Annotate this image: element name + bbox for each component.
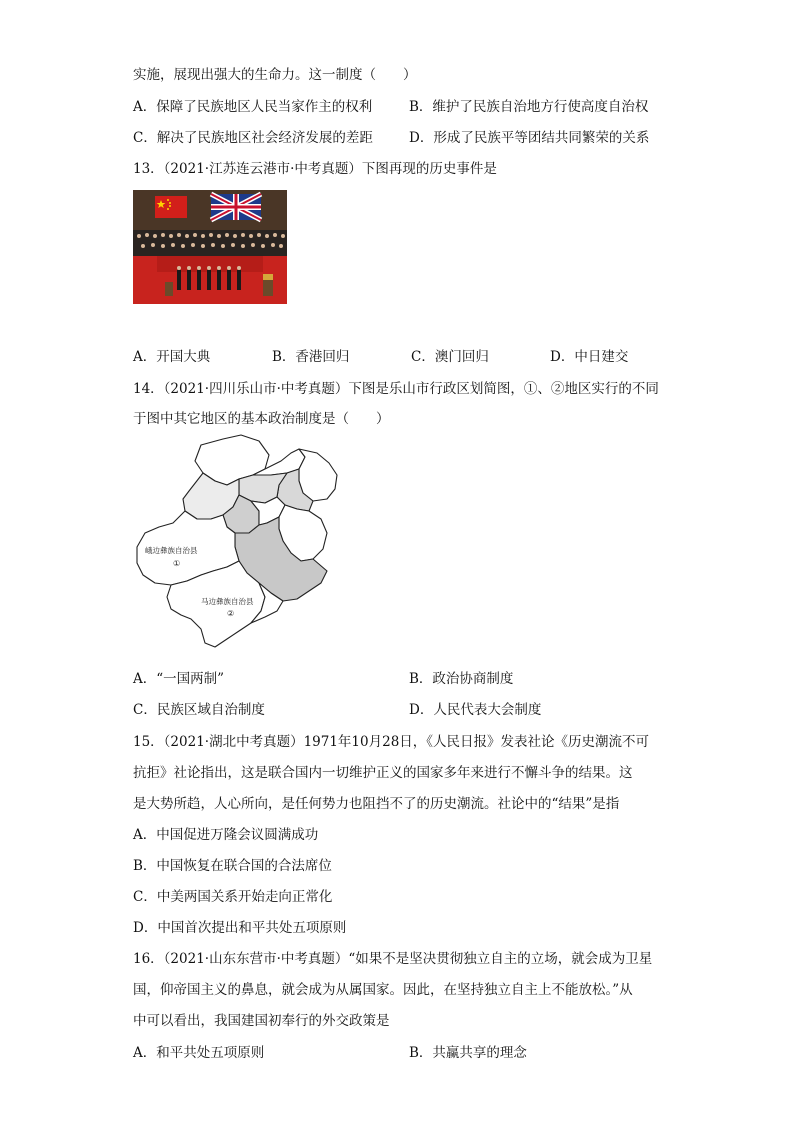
q16-stem-line2: 国，仰帝国主义的鼻息，就会成为从属国家。因此，在坚持独立自主上不能放松。”从 xyxy=(133,982,633,998)
q12-option-d: D．形成了民族平等团结共同繁荣的关系 xyxy=(409,130,650,146)
map-svg xyxy=(131,433,351,658)
q15-option-b: B．中国恢复在联合国的合法席位 xyxy=(133,858,332,874)
q16-option-a: A．和平共处五项原则 xyxy=(133,1045,265,1061)
q14-option-b: B．政治协商制度 xyxy=(409,671,514,687)
map-region-northeast xyxy=(299,449,337,501)
q13-options xyxy=(133,348,663,366)
q12-option-a: A．保障了民族地区人民当家作主的权利 xyxy=(133,99,373,115)
q14-stem-line2: 于图中其它地区的基本政治制度是（ ） xyxy=(133,411,390,427)
q13-stem: 13．（2021·江苏连云港市·中考真题）下图再现的历史事件是 xyxy=(133,161,497,177)
q14-stem-line1: 14．（2021·四川乐山市·中考真题）下图是乐山市行政区划简图，①、②地区实行的不同 xyxy=(133,381,659,397)
leshan-administrative-map xyxy=(131,433,351,658)
q16-stem-line3: 中可以看出，我国建国初奉行的外交政策是 xyxy=(133,1013,390,1029)
q12-stem-tail: 实施，展现出强大的生命力。这一制度（ ） xyxy=(133,67,417,83)
q15-option-a: A．中国促进万隆会议圆满成功 xyxy=(133,827,319,843)
map-label-ebian-num: ① xyxy=(173,559,181,568)
q13-option-c: C．澳门回归 xyxy=(411,349,489,365)
q14-option-d: D．人民代表大会制度 xyxy=(409,702,542,718)
q16-stem-line1: 16．（2021·山东东营市·中考真题）“如果不是坚决贯彻独立自主的立场，就会成为卫星 xyxy=(133,951,653,967)
q15-option-d: D．中国首次提出和平共处五项原则 xyxy=(133,920,347,936)
q13-option-d: D．中日建交 xyxy=(550,349,629,365)
q15-stem-line2: 抗拒》社论指出，这是联合国内一切维护正义的国家多年来进行不懈斗争的结果。这 xyxy=(133,765,633,781)
q14-option-a: A．“一国两制” xyxy=(133,671,225,687)
map-label-mabian: 马边彝族自治县 xyxy=(201,597,254,606)
hong-kong-handover-photo xyxy=(133,190,287,304)
q15-stem-line3: 是大势所趋，人心所向，是任何势力也阻挡不了的历史潮流。社论中的“结果”是指 xyxy=(133,796,620,812)
q14-option-c: C．民族区域自治制度 xyxy=(133,702,265,718)
q15-option-c: C．中美两国关系开始走向正常化 xyxy=(133,889,333,905)
q15-stem-line1: 15．（2021·湖北中考真题）1971年10月28日，《人民日报》发表社论《历史潮流不可 xyxy=(133,734,650,750)
map-label-ebian: 峨边彝族自治县 xyxy=(145,546,198,555)
q13-option-b: B．香港回归 xyxy=(272,349,350,365)
handover-ceremony-image xyxy=(133,190,287,304)
q12-option-c: C．解决了民族地区社会经济发展的差距 xyxy=(133,130,373,146)
q12-option-b: B．维护了民族自治地方行使高度自治权 xyxy=(409,99,649,115)
q13-option-a: A．开国大典 xyxy=(133,349,211,365)
q16-option-b: B．共赢共享的理念 xyxy=(409,1045,527,1061)
map-label-mabian-num: ② xyxy=(227,609,235,618)
